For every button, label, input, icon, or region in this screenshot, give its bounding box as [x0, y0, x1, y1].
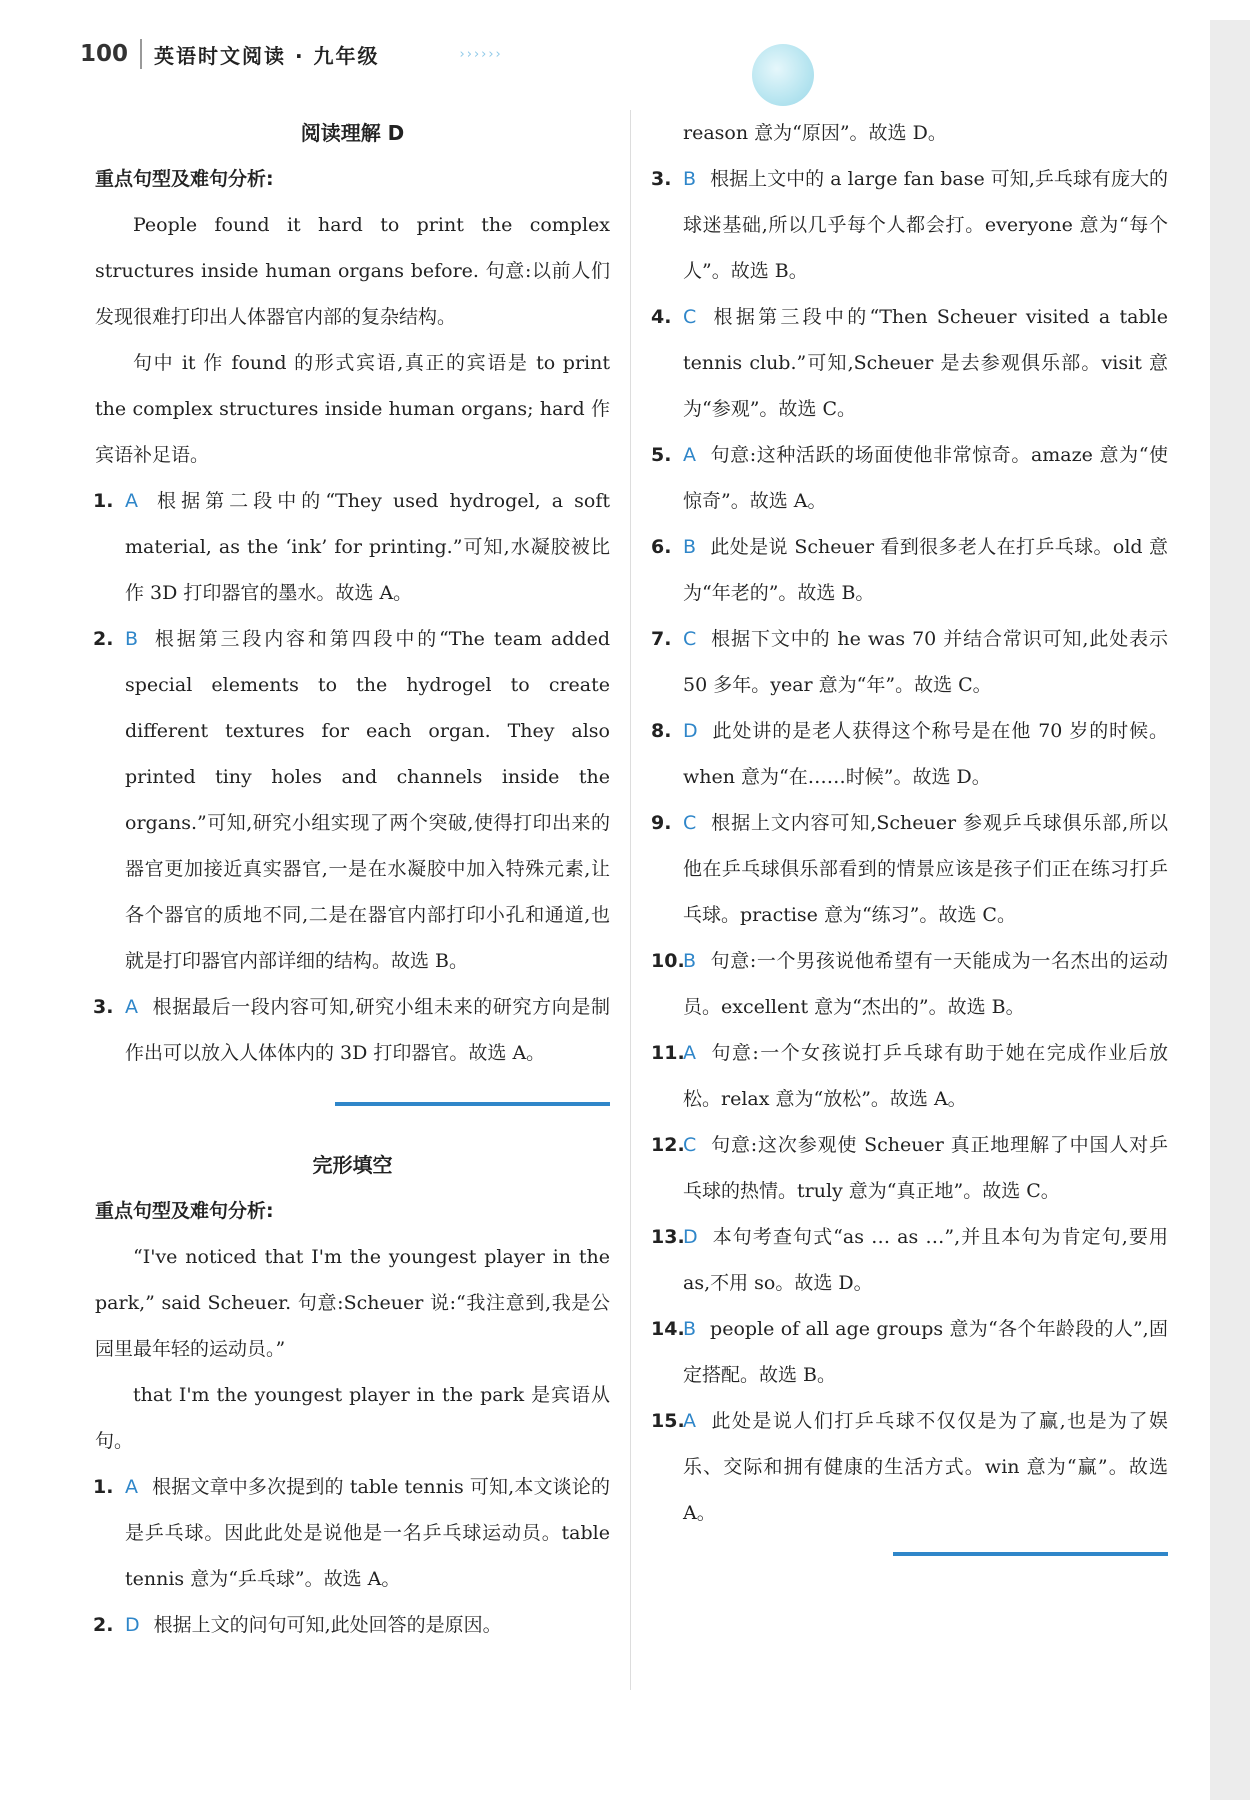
item-explanation: 根据上文内容可知,Scheuer 参观乒乓球俱乐部,所以他在乒乓球俱乐部看到的情景应该是孩子们正在练习打乒乓球。practise 意为“练习”。故选 C。	[683, 812, 1168, 926]
item-explanation: 句意:这次参观使 Scheuer 真正地理解了中国人对乒乓球的热情。truly 意为“真正地”。故选 C。	[683, 1134, 1168, 1202]
item-explanation: people of all age groups 意为“各个年龄段的人”,固定搭配。故选 B。	[683, 1318, 1168, 1386]
answer-item	[653, 1030, 1168, 1122]
item-number: 13.	[651, 1226, 685, 1248]
item-answer: A	[125, 996, 138, 1018]
item-answer: B	[683, 950, 697, 972]
continued-text: reason 意为“原因”。故选 D。	[683, 122, 947, 144]
answer-item	[653, 432, 1168, 524]
item-answer: A	[125, 1476, 138, 1498]
item-number: 10.	[651, 950, 685, 972]
analysis-paragraph: that I'm the youngest player in the park 是宾语从句。	[95, 1384, 610, 1452]
item-number: 7.	[651, 628, 672, 650]
item-explanation: 根据第三段中的“Then Scheuer visited a table tennis club.”可知,Scheuer 是去参观俱乐部。visit 意为“参观”。故选 C。	[683, 306, 1168, 420]
answer-item	[653, 800, 1168, 938]
analysis-paragraph: “I've noticed that I'm the youngest player in the park,” said Scheuer. 句意:Scheuer 说:“我注意到,我是公园里最年轻的运动员。”	[95, 1246, 610, 1360]
answer-item	[653, 156, 1168, 294]
spacer	[653, 1536, 1168, 1552]
section-title-cloze: 完形填空	[312, 1153, 393, 1177]
book-title: 英语时文阅读 · 九年级	[154, 43, 380, 68]
item-answer: B	[683, 1318, 697, 1340]
item-explanation: 句意:这种活跃的场面使他非常惊奇。amaze 意为“使惊奇”。故选 A。	[683, 444, 1168, 512]
item-answer: A	[683, 1410, 696, 1432]
answer-item	[653, 1214, 1168, 1306]
spacer	[95, 1076, 610, 1102]
item-number: 3.	[651, 168, 672, 190]
section-subtitle: 重点句型及难句分析:	[95, 168, 274, 190]
spacer	[95, 1106, 610, 1142]
page-number: 100	[80, 41, 129, 67]
decorative-arrows-icon: ››››››	[459, 46, 503, 62]
item-answer: D	[125, 1614, 140, 1636]
item-explanation: 句意:一个女孩说打乒乓球有助于她在完成作业后放松。relax 意为“放松”。故选 A。	[683, 1042, 1168, 1110]
answer-item	[653, 1306, 1168, 1398]
answer-item	[653, 616, 1168, 708]
item-answer: A	[683, 444, 696, 466]
item-number: 8.	[651, 720, 672, 742]
item-number: 1.	[93, 1476, 114, 1498]
answer-item	[95, 1464, 610, 1602]
item-answer: A	[683, 1042, 696, 1064]
item-answer: B	[683, 536, 697, 558]
answer-item	[653, 1398, 1168, 1536]
item-number: 12.	[651, 1134, 685, 1156]
item-answer: C	[683, 812, 697, 834]
column-divider	[630, 110, 631, 1690]
item-number: 3.	[93, 996, 114, 1018]
item-number: 1.	[93, 490, 114, 512]
item-explanation: 根据上文的问句可知,此处回答的是原因。	[153, 1614, 502, 1636]
item-answer: C	[683, 1134, 697, 1156]
answer-item	[653, 1122, 1168, 1214]
item-answer: B	[125, 628, 139, 650]
answer-item	[95, 984, 610, 1076]
decorative-bubble-icon	[752, 44, 814, 106]
item-explanation: 根据第二段中的“They used hydrogel, a soft material, as the ‘ink’ for printing.”可知,水凝胶被比作 3D 打印器官的墨水。故选 A。	[125, 490, 610, 604]
item-explanation: 根据最后一段内容可知,研究小组未来的研究方向是制作出可以放入人体体内的 3D 打印器官。故选 A。	[125, 996, 610, 1064]
item-number: 15.	[651, 1410, 685, 1432]
item-explanation: 根据第三段内容和第四段中的“The team added special elements to the hydrogel to create different textures for each organ. They also printed tiny holes and channels inside the organs.”可知,研究小组实现了两个突破,使得打印出来的器官更加接近真实器官,一是在水凝胶中加入特殊元素,让各个器官的质地不同,二是在器官内部打印小孔和通道,也就是打印器官内部详细的结构。故选 B。	[125, 628, 610, 972]
left-column	[95, 110, 610, 1648]
analysis-paragraph: People found it hard to print the complex structures inside human organs before. 句意:以前人们发现很难打印出人体器官内部的复杂结构。	[95, 214, 610, 328]
item-answer: D	[683, 1226, 698, 1248]
item-explanation: 句意:一个男孩说他希望有一天能成为一名杰出的运动员。excellent 意为“杰出的”。故选 B。	[683, 950, 1168, 1018]
item-answer: D	[683, 720, 698, 742]
item-number: 2.	[93, 1614, 114, 1636]
item-answer: C	[683, 306, 697, 328]
item-explanation: 根据下文中的 he was 70 并结合常识可知,此处表示 50 多年。year 意为“年”。故选 C。	[683, 628, 1168, 696]
section-subtitle: 重点句型及难句分析:	[95, 1200, 274, 1222]
item-number: 2.	[93, 628, 114, 650]
analysis-paragraph: 句中 it 作 found 的形式宾语,真正的宾语是 to print the complex structures inside human organs; hard 作宾语补足语。	[95, 352, 610, 466]
item-explanation: 根据文章中多次提到的 table tennis 可知,本文谈论的是乒乓球。因此此处是说他是一名乒乓球运动员。table tennis 意为“乒乓球”。故选 A。	[125, 1476, 610, 1590]
answer-item	[95, 1602, 610, 1648]
section-end-rule	[893, 1552, 1168, 1556]
item-explanation: 根据上文中的 a large fan base 可知,乒乓球有庞大的球迷基础,所以几乎每个人都会打。everyone 意为“每个人”。故选 B。	[683, 168, 1168, 282]
answer-item	[653, 294, 1168, 432]
item-number: 9.	[651, 812, 672, 834]
item-number: 11.	[651, 1042, 685, 1064]
item-explanation: 此处是说人们打乒乓球不仅仅是为了赢,也是为了娱乐、交际和拥有健康的生活方式。win 意为“赢”。故选 A。	[683, 1410, 1168, 1524]
page-header	[80, 34, 503, 74]
item-explanation: 本句考查句式“as … as …”,并且本句为肯定句,要用 as,不用 so。故选 D。	[683, 1226, 1168, 1294]
page-edge	[1210, 20, 1250, 1800]
item-number: 14.	[651, 1318, 685, 1340]
item-number: 4.	[651, 306, 672, 328]
right-column	[653, 110, 1168, 1556]
item-number: 5.	[651, 444, 672, 466]
item-answer: A	[125, 490, 138, 512]
item-explanation: 此处是说 Scheuer 看到很多老人在打乒乓球。old 意为“年老的”。故选 B。	[683, 536, 1168, 604]
answer-item	[653, 938, 1168, 1030]
answer-item	[95, 478, 610, 616]
item-answer: C	[683, 628, 697, 650]
item-answer: B	[683, 168, 697, 190]
answer-item	[653, 708, 1168, 800]
answer-item	[653, 524, 1168, 616]
item-number: 6.	[651, 536, 672, 558]
item-explanation: 此处讲的是老人获得这个称号是在他 70 岁的时候。when 意为“在……时候”。故选 D。	[683, 720, 1168, 788]
header-divider	[140, 39, 142, 69]
answer-item	[95, 616, 610, 984]
section-title-reading-d: 阅读理解 D	[300, 121, 405, 145]
